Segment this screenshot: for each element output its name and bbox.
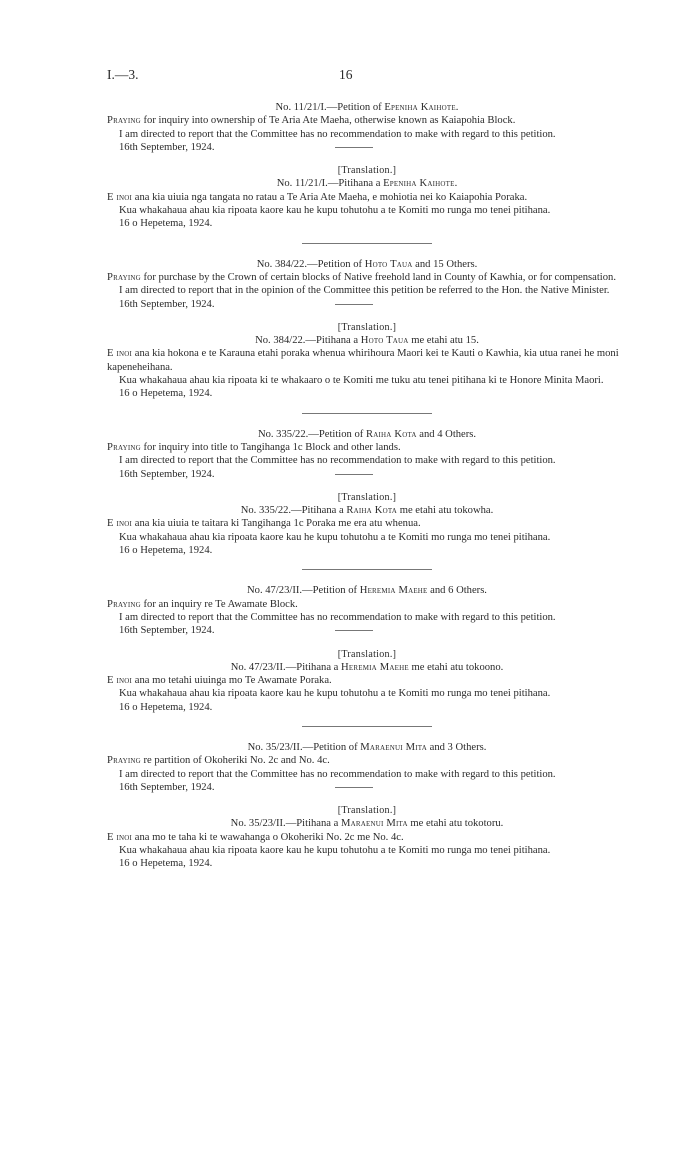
- petitioner-name: Hoto Taua: [360, 335, 409, 347]
- petitioner-name: Epeniha Kaihote: [384, 102, 456, 113]
- translation-prayer: E inoi ana kia uiuia te taitara ki Tangihanga 1c Poraka me era atu whenua.: [107, 518, 421, 530]
- short-rule: [335, 474, 373, 475]
- report-date: 16th September, 1924.: [119, 298, 627, 311]
- translation-label: [Translation.]: [337, 805, 397, 817]
- translation-title: No. 11/21/I.—Pitihana a Epeniha Kaihote.: [276, 178, 458, 190]
- translation-label: [Translation.]: [337, 491, 397, 503]
- translation-date: 16 o Hepetema, 1924.: [119, 858, 213, 870]
- petition-prayer: Praying for purchase by the Crown of certain blocks of Native freehold land in County of Kawhia, or for compensation.: [107, 271, 616, 283]
- short-rule: [335, 304, 373, 305]
- section-separator: [302, 413, 432, 414]
- translation-report: Kua whakahaua ahau kia ripoata kaore kau he kupu tohutohu a te Komiti mo runga mo tenei pitihana.: [119, 688, 551, 700]
- short-rule: [335, 147, 373, 148]
- page-number: 16: [339, 67, 353, 82]
- petition-entry: [107, 584, 627, 727]
- committee-report: I am directed to report that the Committee has no recommendation to make with regard to this petition.: [119, 128, 556, 140]
- translation-report: Kua whakahaua ahau kia ripoata ki te whakaaro o te Komiti me tuku atu tenei pitihana ki te Honore Minita Maori.: [119, 375, 604, 387]
- translation-title: No. 335/22.—Pitihana a Raiha Kota me etahi atu tokowha.: [240, 505, 494, 517]
- section-separator: [302, 569, 432, 570]
- translation-label: [Translation.]: [337, 165, 397, 177]
- committee-report: I am directed to report that the Committee has no recommendation to make with regard to this petition.: [119, 611, 556, 623]
- translation-prayer: E inoi ana mo tetahi uiuinga mo Te Awamate Poraka.: [107, 675, 332, 687]
- petition-entry: [107, 258, 627, 414]
- petition-title: No. 384/22.—Petition of Hoto Taua and 15 Others.: [256, 258, 478, 270]
- report-date: 16th September, 1924.: [119, 781, 627, 794]
- document-reference: I.—3.: [107, 67, 139, 82]
- petitioner-name: Hoto Taua: [364, 258, 413, 270]
- petition-title: No. 35/23/II.—Petition of Maraenui Mita and 3 Others.: [247, 741, 487, 753]
- petitioner-name: Raiha Kota: [365, 428, 417, 440]
- petition-entry: [107, 741, 627, 871]
- translation-title: No. 35/23/II.—Pitihana a Maraenui Mita me etahi atu tokotoru.: [230, 818, 504, 830]
- translation-date: 16 o Hepetema, 1924.: [119, 218, 213, 230]
- petition-prayer: Praying for inquiry into ownership of Te Aria Ate Maeha, otherwise known as Kaiapohia Block.: [107, 115, 516, 127]
- petitioner-name: Raiha Kota: [346, 505, 398, 517]
- translation-prayer: E inoi ana kia uiuia nga tangata no ratau a Te Aria Ate Maeha, e mohiotia nei ko Kaiapohia Poraka.: [107, 191, 528, 203]
- report-date: 16th September, 1924.: [119, 468, 627, 481]
- petition-title: No. 47/23/II.—Petition of Heremia Maehe and 6 Others.: [247, 585, 487, 597]
- translation-date: 16 o Hepetema, 1924.: [119, 545, 213, 557]
- committee-report: I am directed to report that in the opinion of the Committee this petition be referred to the Hon. the Native Minister.: [119, 285, 610, 297]
- petition-entry: [107, 101, 627, 244]
- short-rule: [335, 787, 373, 788]
- translation-title: No. 47/23/II.—Pitihana a Heremia Maehe me etahi atu tokoono.: [230, 661, 504, 673]
- petition-entry: [107, 428, 627, 571]
- translation-title: No. 384/22.—Pitihana a Hoto Taua me etahi atu 15.: [255, 335, 479, 347]
- committee-report: I am directed to report that the Committee has no recommendation to make with regard to this petition.: [119, 768, 556, 780]
- translation-label: [Translation.]: [337, 648, 397, 660]
- petitions-list: [107, 101, 627, 871]
- page-header: [107, 68, 627, 86]
- petitioner-name: Heremia Maehe: [341, 661, 409, 673]
- translation-report: Kua whakahaua ahau kia ripoata kaore kau he kupu tohutohu a te Komiti mo runga mo tenei pitihana.: [119, 531, 551, 543]
- translation-report: Kua whakahaua ahau kia ripoata kaore kau he kupu tohutohu a te Komiti mo runga mo tenei pitihana.: [119, 845, 551, 857]
- translation-label: [Translation.]: [337, 321, 397, 333]
- translation-report: Kua whakahaua ahau kia ripoata kaore kau he kupu tohutohu a te Komiti mo runga mo tenei pitihana.: [119, 205, 551, 217]
- section-separator: [302, 243, 432, 244]
- petition-prayer: Praying for inquiry into title to Tangihanga 1c Block and other lands.: [107, 441, 401, 453]
- committee-report: I am directed to report that the Committee has no recommendation to make with regard to this petition.: [119, 455, 556, 467]
- petition-title: No. 335/22.—Petition of Raiha Kota and 4 Others.: [257, 428, 477, 440]
- petitioner-name: Epeniha Kaihote: [383, 178, 455, 190]
- petitioner-name: Maraenui Mita: [341, 818, 408, 830]
- translation-date: 16 o Hepetema, 1924.: [119, 701, 213, 713]
- translation-prayer: E inoi ana mo te taha ki te wawahanga o Okoheriki No. 2c me No. 4c.: [107, 831, 404, 843]
- translation-prayer: E inoi ana kia hokona e te Karauna etahi poraka whenua whirihoura Maori kei te Kauti o Kawhia, kia utua ranei he moni kapeneheihana.: [107, 348, 619, 373]
- petitioner-name: Heremia Maehe: [359, 585, 428, 597]
- report-date: 16th September, 1924.: [119, 624, 627, 637]
- petition-title: No. 11/21/I.—Petition of Epeniha Kaihote.: [275, 102, 459, 113]
- report-date: 16th September, 1924.: [119, 141, 627, 154]
- petition-prayer: Praying re partition of Okoheriki No. 2c and No. 4c.: [107, 755, 330, 767]
- petition-prayer: Praying for an inquiry re Te Awamate Block.: [107, 598, 298, 610]
- translation-date: 16 o Hepetema, 1924.: [119, 388, 213, 400]
- section-separator: [302, 726, 432, 727]
- short-rule: [335, 630, 373, 631]
- petitioner-name: Maraenui Mita: [360, 741, 427, 753]
